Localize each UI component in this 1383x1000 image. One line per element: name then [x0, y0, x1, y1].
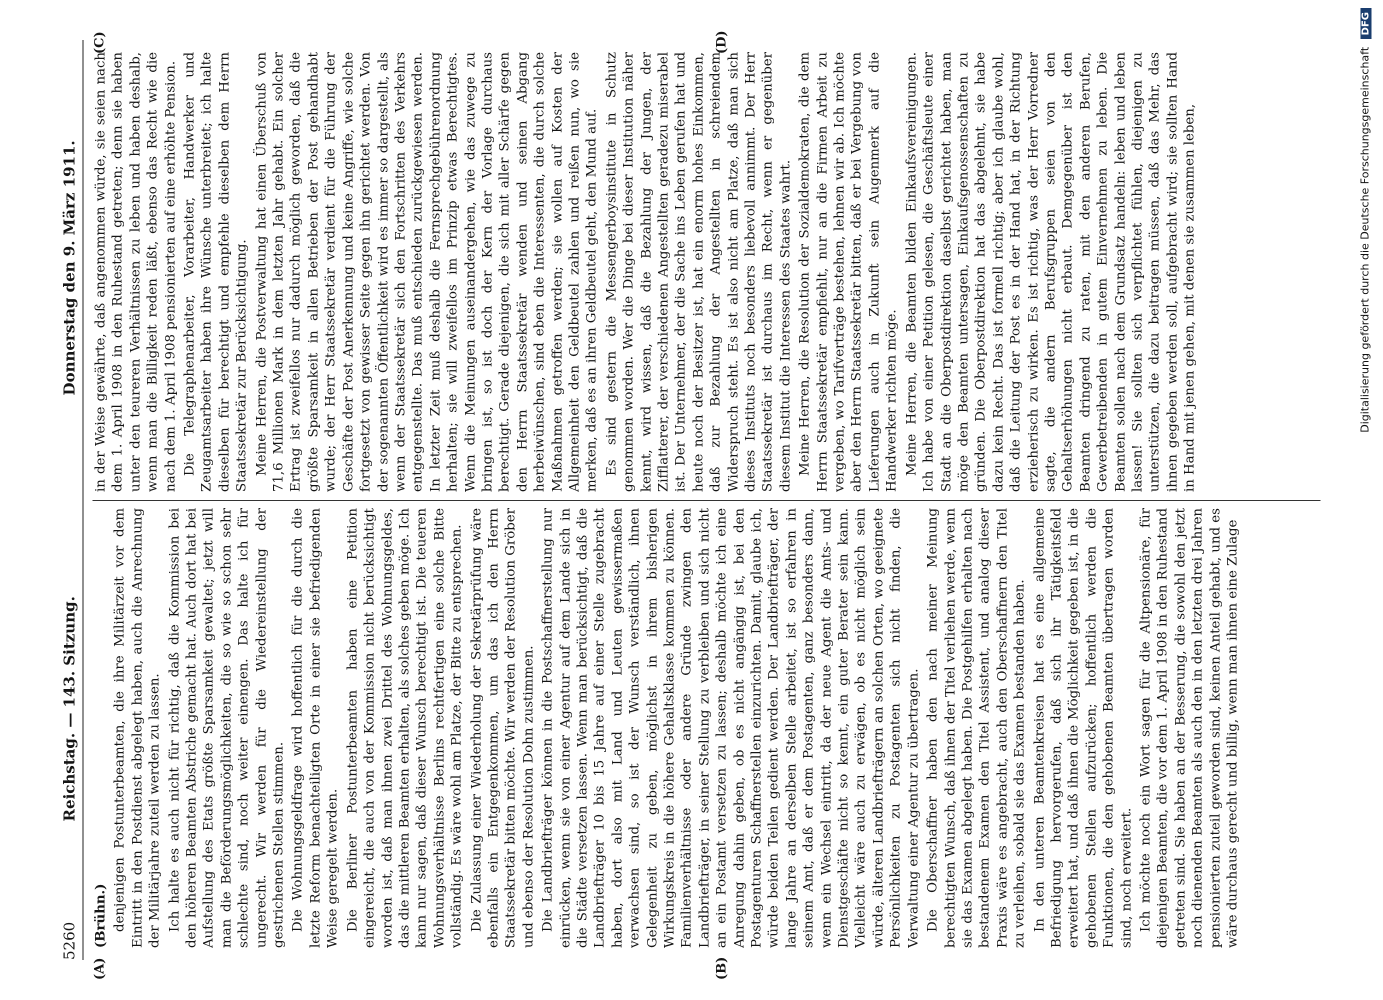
column-divider — [92, 500, 1320, 501]
page-header — [52, 40, 78, 960]
paragraph: Ich halte es auch nicht für richtig, daß die Kommission bei den höheren Beamten Abstriche gemacht hat. Auch dort hat bei Aufstellung des Etats größte Sparsamkeit gewaltet; jetzt will man die Beförderungsmöglichkeiten, die so wie so schon sehr schlechte sind, noch weiter einengen. Das halte ich für ungerecht. Wir werden für die Wiedereinstellung der gestrichenen Stellen stimmen. — [166, 508, 287, 948]
paragraph: Die Zulassung einer Wiederholung der Sekretärprüfung wäre ebenfalls ein Entgegenkommen, um das ich den Herrn Staatssekretär bitten möchte. Wir werden der Resolution Gröber und ebenso der Resolution Dohn zustimmen. — [468, 508, 536, 948]
paragraph: Die Oberschaffner haben den nach meiner Meinung berechtigten Wunsch, daß ihnen der Titel verliehen werde, wenn sie das Examen abgelegt haben. Die Postgehilfen erhalten nach bestandenem Examen den Titel Assistent, und analog dieser Praxis wäre es angebracht, auch den Oberschaffnern den Titel zu verleihen, sobald sie das Examen bestanden haben. — [925, 508, 1028, 948]
paragraph: In den unteren Beamtenkreisen hat es eine allgemeine Befriedigung hervorgerufen, daß sich ihr Tätigkeitsfeld erweitert hat, und daß ihnen die Möglichkeit gegeben ist, in die gehobenen Stellen aufzurücken; hoffentlich werden die Funktionen, die den gehobenen Beamten übertragen worden sind, noch erweitert. — [1031, 508, 1134, 948]
running-title-right: Donnerstag den 9. März 1911. — [60, 140, 78, 396]
paragraph: denjenigen Postunterbeamten, die ihre Militärzeit vor dem Eintritt in den Postdienst abgelegt haben, auch die Anrechnung der Militärjahre zuteil werden zu lassen. — [112, 508, 163, 948]
paragraph: in der Weise gewährte, daß angenommen würde, sie seien nach dem 1. April 1908 in den Ruhestand getreten; denn sie haben unter den teureren Verhältnissen zu leben und haben deshalb, wenn man die Billigkeit reden läßt, ebenso das Recht wie die nach dem 1. April 1908 pensionierten auf eine erhöhte Pension. — [93, 52, 178, 492]
digitization-credit — [1358, 8, 1371, 433]
running-title-left: Reichstag. — 143. Sitzung. — [60, 596, 78, 822]
margin-marker-d: (D) — [714, 30, 729, 54]
page-number: 5260 — [60, 921, 78, 960]
paragraph: Die Landbriefträger können in die Postschaffnerstellung nur einrücken, wenn sie von einer Agentur auf dem Lande sich in die Städte versetzen lassen. Wenn man berücksichtigt, daß die Landbriefträger 10 bis 15 Jahre auf einer Stelle zugebracht haben, dort also mit Land und Leuten gewissermaßen verwachsen sind, so ist der Wunsch verständlich, ihnen Gelegenheit zu geben, möglichst in ihrem bisherigen Wirkungskreis in die höhere Gehaltsklasse kommen zu können. Familienverhältnisse oder andere Gründe zwingen den Landbriefträger, in seiner Stellung zu verbleiben und sich nicht an ein Postamt versetzen zu lassen; deshalb möchte ich eine Anregung dahin geben, ob es nicht angängig ist, bei den Postagenturen Schaffnerstellen einzurichten. Damit, glaube ich, würde beiden Teilen gedient werden. Der Landbriefträger, der lange Jahre an derselben Stelle arbeitet, ist so erfahren in seinem Amt, daß er dem Postagenten, ganz besonders dann, wenn ein Wechsel eintritt, da der neue Agent die Amts- und Dienstgeschäfte nicht so kennt, ein guter Berater sein kann. Vielleicht wäre auch zu erwägen, ob es nicht möglich sein würde, älteren Landbriefträgern an solchen Orten, wo geeignete Persönlichkeiten zu Postagenten sich nicht finden, die Verwaltung einer Agentur zu übertragen. — [540, 508, 921, 948]
margin-marker-a: (A) — [92, 957, 107, 980]
right-column — [92, 52, 1320, 492]
speaker-name: (Brühn.) — [93, 883, 108, 948]
margin-marker-c: (C) — [92, 31, 107, 54]
paragraph: Die Telegraphenarbeiter, Vorarbeiter, Handwerker und Zeugamtsarbeiter haben ihre Wünsche unterbreitet; ich halte dieselben für berechtigt und empfehle dieselben dem Herrn Staatssekretär zur Berücksichtigung. — [182, 52, 250, 492]
paragraph: Meine Herren, die Beamten bilden Einkaufsvereinigungen. Ich habe von einer Petition gelesen, die Geschäftsleute einer Stadt an die Oberpostdirektion daselbst gerichtet haben, man möge den Beamten untersagen, Einkaufsgenossenschaften zu gründen. Die Oberpostdirektion hat das abgelehnt, sie habe dazu kein Recht. Das ist formell richtig; aber ich glaube wohl, daß die Leitung der Post es in der Hand hat, in der Richtung erzieherisch zu wirken. Es ist richtig, was der Herr Vorredner sagte, die andern Berufsgruppen seien von den Gehaltserhöhungen nicht erbaut. Demgegenüber ist den Beamten dringend zu raten, mit den anderen Berufen, Gewerbetreibenden in gutem Einvernehmen zu leben. Die Beamten sollen nach dem Grundsatz handeln: leben und leben lassen! Sie sollten sich verpflichtet fühlen, diejenigen zu unterstützen, die dazu beitragen müssen, daß das Mehr, das ihnen gegeben werden soll, aufgebracht wird; sie sollten Hand in Hand mit jenen gehen, mit denen sie zusammen leben, — [903, 52, 1198, 492]
credit-text: Digitalisierung gefördert durch die Deutsche Forschungsgemeinschaft — [1358, 46, 1371, 433]
header-rule — [82, 40, 83, 960]
paragraph: Meine Herren, die Resolution der Sozialdemokraten, die dem Herrn Staatssekretär empfiehlt, nur an die Firmen Arbeit zu vergeben, wo Tarifverträge bestehen, lehnen wir ab. Ich möchte aber den Herrn Staatssekretär bitten, daß er bei Vergebung von Lieferungen auch in Zukunft sein Augenmerk auf die Handwerker richten möge. — [797, 52, 900, 492]
paragraph: Die Berliner Postunterbeamten haben eine Petition eingereicht, die auch von der Kommission nicht berücksichtigt worden ist, daß man ihnen zwei Drittel des Wohnungsgeldes, das die mittleren Beamten erhalten, als solches geben möge. Ich kann nur sagen, daß dieser Wunsch berechtigt ist. Die teueren Wohnungsverhältnisse Berlins rechtfertigen eine solche Bitte vollständig. Es wäre wohl am Platze, der Bitte zu entsprechen. — [344, 508, 465, 948]
paragraph: Die Wohnungsgeldfrage wird hoffentlich für die durch die letzte Reform benachteiligten Orte in einer sie befriedigenden Weise geregelt werden. — [290, 508, 341, 948]
paragraph: Meine Herren, die Postverwaltung hat einen Überschuß von 71,6 Millionen Mark in dem letzten Jahr gehabt. Ein solcher Ertrag ist zweifellos nur dadurch möglich geworden, daß die größte Sparsamkeit in allen Betrieben der Post gehandhabt wurde; der Herr Staatssekretär verdient für die Führung der Geschäfte der Post Anerkennung und keine Angriffe, wie solche fortgesetzt von gewisser Seite gegen ihn gerichtet werden. Von der sogenannten Öffentlichkeit wird es immer so dargestellt, als wenn der Staatssekretär sich den Fortschritten des Verkehrs entgegenstellte. Das muß entschieden zurückgewiesen werden. In letzter Zeit muß deshalb die Fernsprechgebührenordnung herhalten; sie will zweifellos im Prinzip etwas Berechtigtes. Wenn die Meinungen auseinandergehen, wie das zuwege zu bringen ist, so ist doch der Kern der Vorlage durchaus berechtigt. Gerade diejenigen, die sich mit aller Schärfe gegen den Herrn Staatssekretär wenden und seinen Abgang herbeiwünschen, sind eben die Interessenten, die durch solche Maßnahmen getroffen werden; sie wollen auf Kosten der Allgemeinheit den Geldbeutel zahlen und reißen nun, wo sie merken, daß es an ihren Geldbeutel geht, den Mund auf. — [253, 52, 600, 492]
paragraph: Ich möchte noch ein Wort sagen für die Altpensionäre, für diejenigen Beamten, die vor dem 1. April 1908 in den Ruhestand getreten sind. Sie haben an der Besserung, die sowohl den jetzt noch dienenden Beamten als auch den in den letzten drei Jahren pensionierten zuteil geworden sind, keinen Anteil gehabt, und es wäre durchaus gerecht und billig, wenn man ihnen eine Zulage — [1137, 508, 1240, 948]
dfg-logo: DFG — [1360, 8, 1371, 39]
margin-marker-b: (B) — [714, 956, 729, 980]
paragraph: Es sind gestern die Messengerboysinstitute in Schutz genommen worden. Wer die Dinge bei dieser Institution näher kennt, wird wissen, daß die Bezahlung der Jungen, der Zifflatterer, der verschiedenen Angestellten geradezu miserabel ist. Der Unternehmer, der die Sache ins Leben gerufen hat und heute noch der Besitzer ist, hat ein enorm hohes Einkommen, daß zur Bezahlung der Angestellten in schreiendem Widerspruch steht. Es ist also nicht am Platze, daß man sich dieses Instituts noch besonders liebevoll annimmt. Der Herr Staatssekretär ist durchaus im Recht, wenn er gegenüber diesem Institut die Interessen des Staates wahrt. — [603, 52, 793, 492]
left-column — [92, 508, 1320, 948]
